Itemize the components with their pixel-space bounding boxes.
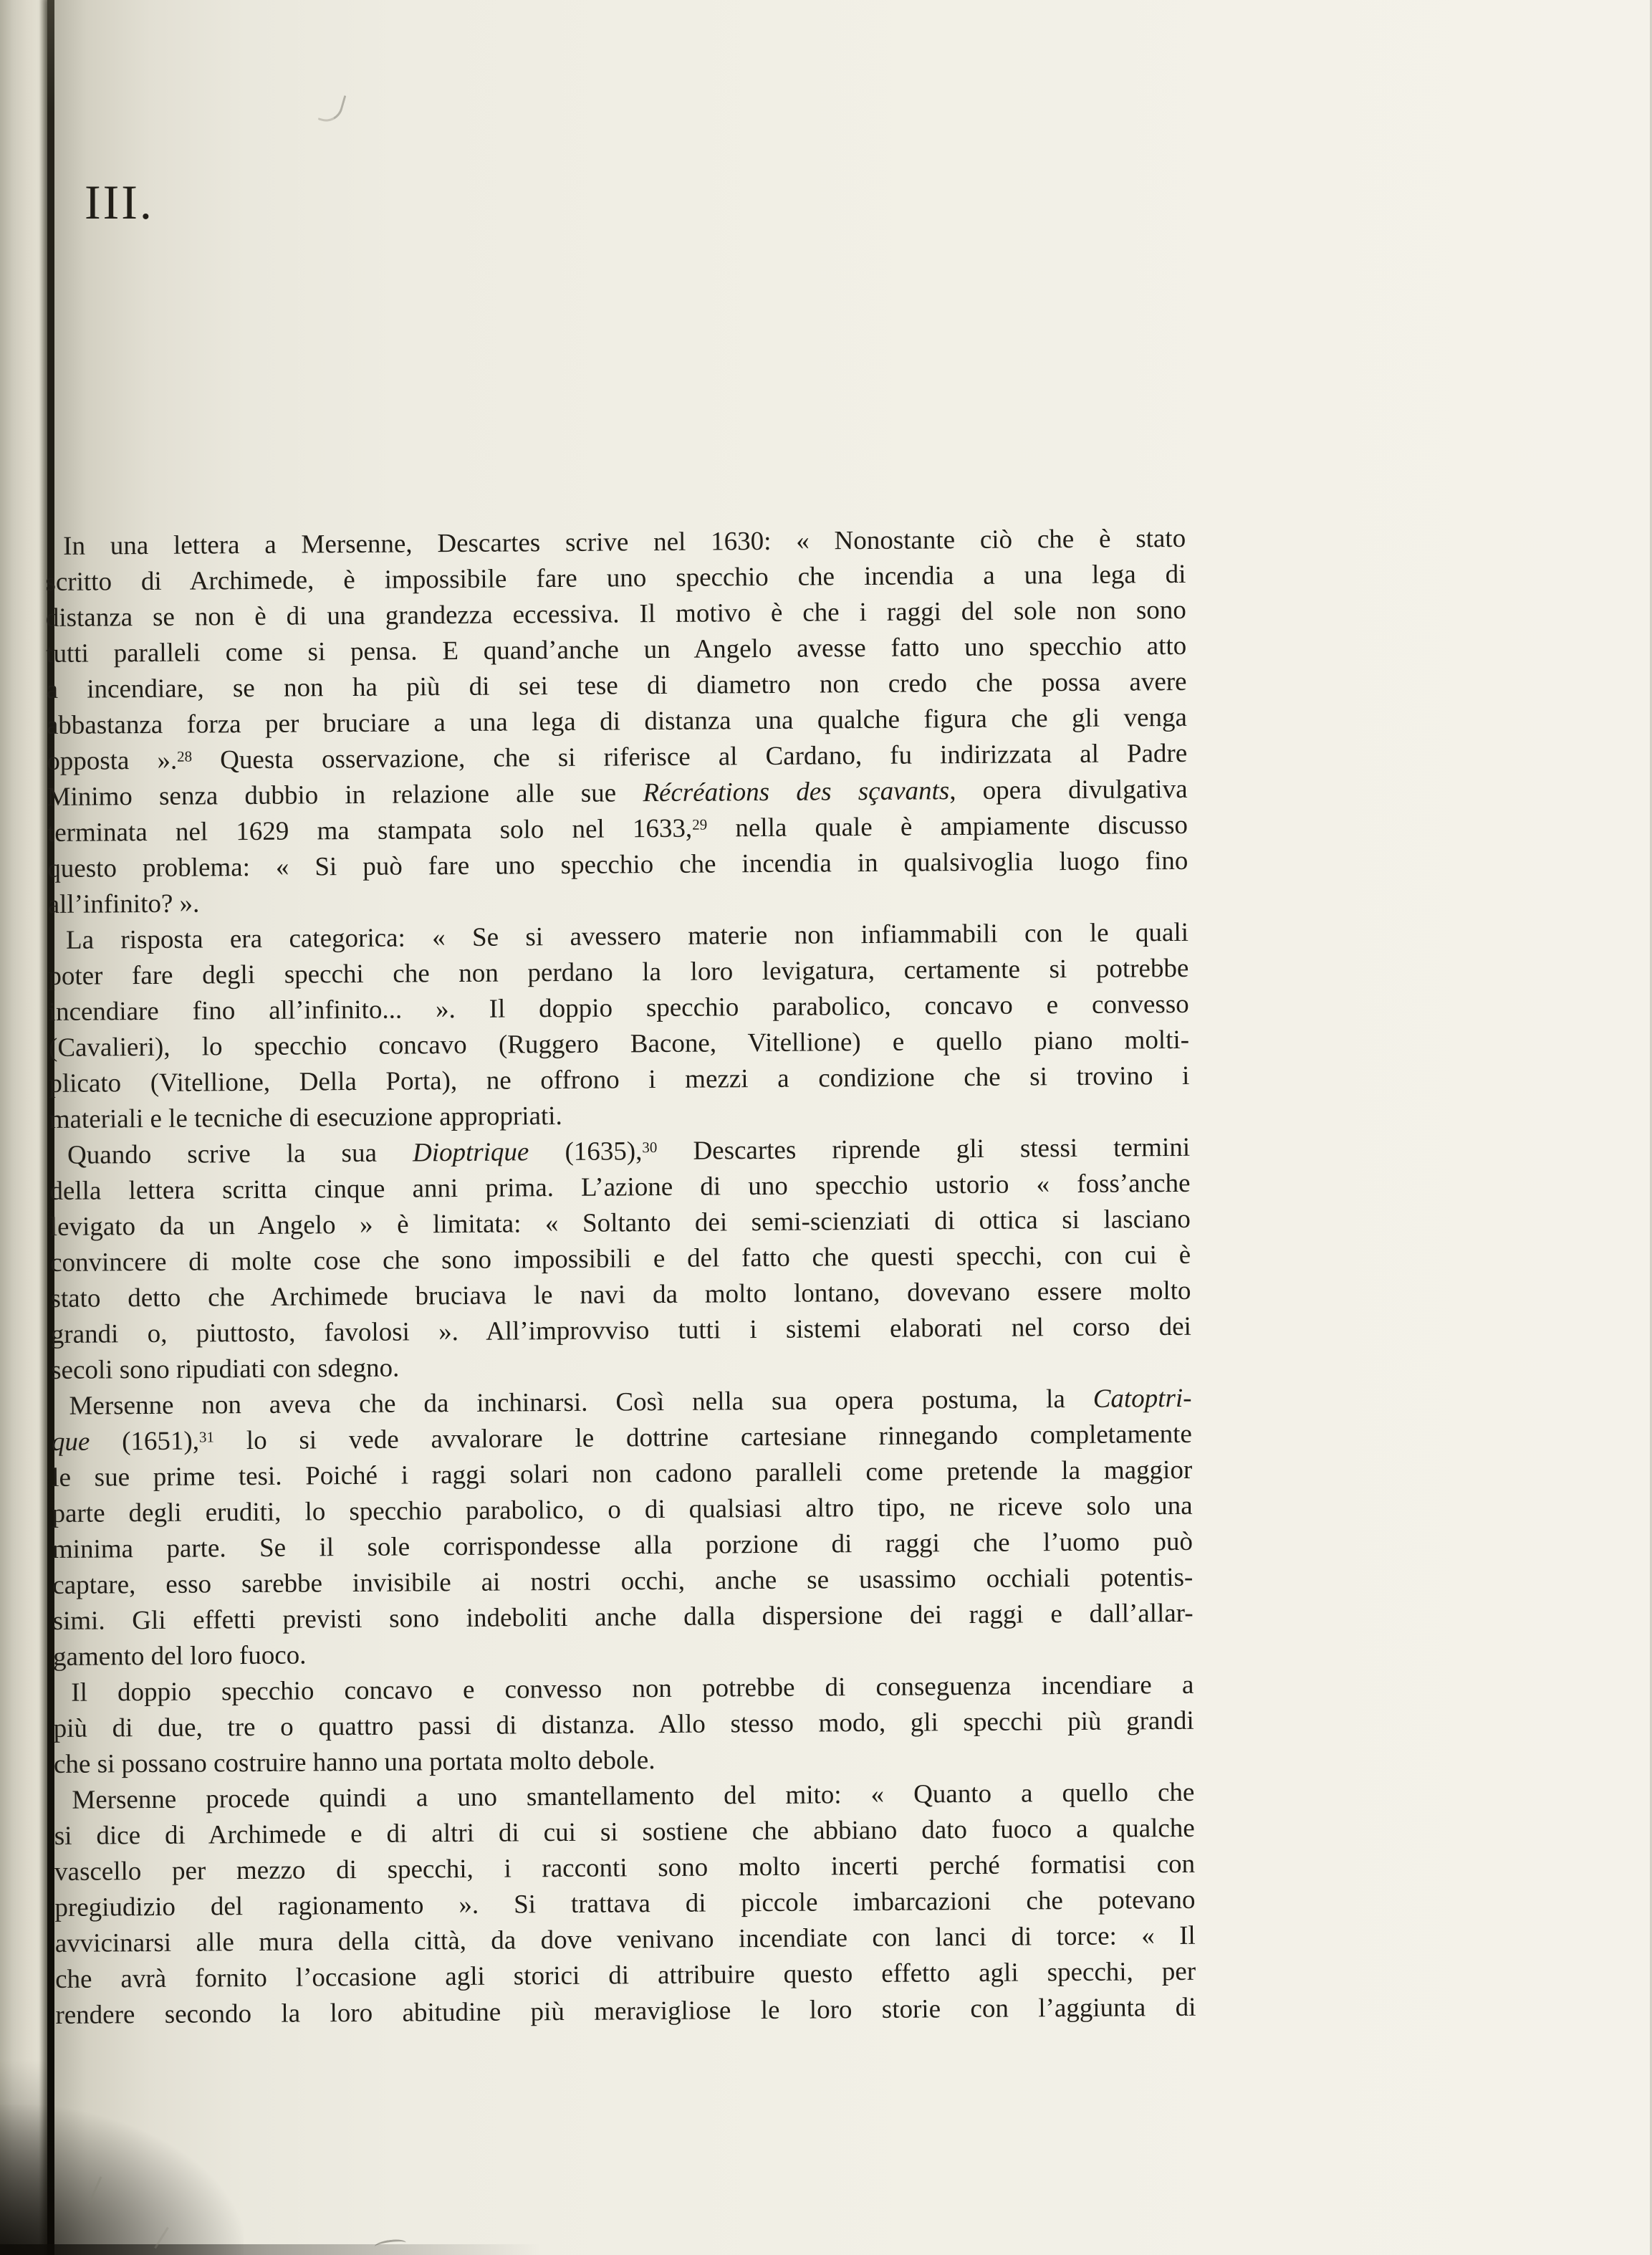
section-heading: III. <box>85 175 154 229</box>
text-line: Quando scrive la sua Dioptrique (1635),$^{30}$ Descartes riprende gli stessi termini <box>67 1132 1191 1170</box>
text-line: stato detto che Archimede bruciava le navi da molto lontano, dovevano essere molto <box>50 1275 1191 1313</box>
footnote-reference: 29 <box>692 815 708 833</box>
footnote-reference: 30 <box>642 1138 658 1156</box>
text-line: parte degli eruditi, lo specchio parabolico, o di qualsiasi altro tipo, ne riceve solo una <box>52 1490 1193 1528</box>
text-line: que (1651),$^{31}$ lo si vede avvalorare le dottrine cartesiane rinnegando completamente <box>51 1419 1192 1457</box>
text-line: opposta ».$^{28}$ Questa osservazione, che si riferisce al Cardano, fu indirizzata al Padre <box>47 738 1188 776</box>
text-line: distanza se non è di una grandezza eccessiva. Il motivo è che i raggi del sole non sono <box>45 595 1186 633</box>
footnote-reference: 28 <box>177 747 193 765</box>
text-line: La risposta era categorica: « Se si avessero materie non infiammabili con le quali <box>65 917 1189 955</box>
footnote-reference: 31 <box>198 1427 215 1446</box>
paragraph <box>49 1130 1191 1389</box>
text-line: secoli sono ripudiati con sdegno. <box>51 1353 400 1385</box>
text-line: pregiudizio del ragionamento ». Si trattava di piccole imbarcazioni che potevano <box>54 1885 1196 1923</box>
text-line: grandi o, piuttosto, favolosi ». All’improvviso tutti i sistemi elaborati nel corso dei <box>50 1311 1191 1349</box>
text-line: che avrà fornito l’occasione agli storici di attribuire questo effetto agli specchi, per <box>54 1956 1196 1994</box>
text-line: (Cavalieri), lo specchio concavo (Ruggero Bacone, Vitellione) e quello piano molti- <box>48 1025 1190 1063</box>
text-line: materiali e le tecniche di esecuzione appropriati. <box>49 1101 562 1134</box>
text-line: simi. Gli effetti previsti sono indeboliti anche dalla dispersione dei raggi e dall’allar- <box>52 1598 1194 1636</box>
text-line: incendiare fino all’infinito... ». Il doppio specchio parabolico, concavo e convesso <box>48 989 1189 1027</box>
page-text <box>45 521 1196 2034</box>
paragraph <box>45 521 1188 923</box>
adjacent-page-edge <box>0 0 47 2255</box>
text-line: avvicinarsi alle mura della città, da dove venivano incendiate con lanci di torce: « Il <box>54 1920 1196 1958</box>
text-line: le sue prime tesi. Poiché i raggi solari non cadono paralleli come pretende la maggior <box>52 1455 1193 1493</box>
text-line: a incendiare, se non ha più di sei tese di diametro non credo che possa avere <box>46 666 1187 704</box>
bottom-left-corner-shadow <box>0 2105 244 2255</box>
text-line: rendere secondo la loro abitudine più meravigliose le loro storie con l’aggiunta di <box>55 1992 1196 2030</box>
text-line: Minimo senza dubbio in relazione alle sue Récréations des sçavants, opera divulgativa <box>47 774 1188 812</box>
paragraph <box>54 1775 1196 2034</box>
text-line: Il doppio specchio concavo e convesso non potrebbe di conseguenza incendiare a <box>71 1670 1194 1708</box>
text-line: convincere di molte cose che sono impossibili e del fatto che questi specchi, con cui è <box>50 1240 1191 1278</box>
text-line: abbastanza forza per bruciare a una lega di distanza una qualche figura che gli venga <box>46 702 1188 740</box>
text-line: minima parte. Se il sole corrispondesse alla porzione di raggi che l’uomo può <box>52 1526 1194 1564</box>
paragraph <box>48 915 1190 1138</box>
text-line: tutti paralleli come si pensa. E quand’anche un Angelo avesse fatto uno specchio atto <box>46 631 1187 669</box>
bottom-edge-shadow <box>0 2244 602 2255</box>
text-line: all’infinito? ». <box>47 889 200 919</box>
text-line: terminata nel 1629 ma stampata solo nel 1633,29 nella quale è ampiamente discusso <box>47 810 1188 848</box>
text-line: vascello per mezzo di specchi, i racconti sono molto incerti perché formatisi con <box>54 1849 1196 1887</box>
paragraph <box>51 1381 1194 1675</box>
text-line: Mersenne non aveva che da inchinarsi. Così nella sua opera postuma, la Catoptri- <box>69 1383 1192 1421</box>
text-line: questo problema: « Si può fare uno specchio che incendia in qualsivoglia luogo fino <box>47 846 1188 884</box>
text-line: Mersenne procede quindi a uno smantellamento del mito: « Quanto a quello che <box>72 1777 1195 1815</box>
text-line: scritto di Archimede, è impossibile fare uno specchio che incendia a una lega di <box>45 559 1186 597</box>
text-line: levigato da un Angelo » è limitata: « Soltanto dei semi-scienziati di ottica si lasciano <box>49 1204 1191 1242</box>
text-line: gamento del loro fuoco. <box>52 1640 307 1672</box>
text-line: si dice di Archimede e di altri di cui si sostiene che abbiano dato fuoco a qualche <box>54 1813 1195 1851</box>
text-line: della lettera scritta cinque anni prima. L’azione di uno specchio ustorio « foss’anche <box>49 1168 1191 1206</box>
text-line: più di due, tre o quattro passi di distanza. Allo stesso modo, gli specchi più grandi <box>53 1705 1194 1743</box>
text-line: che si possano costruire hanno una portata molto debole. <box>53 1746 655 1779</box>
text-line: In una lettera a Mersenne, Descartes scrive nel 1630: « Nonostante ciò che è stato <box>63 523 1186 561</box>
paragraph <box>53 1667 1194 1783</box>
text-line: captare, esso sarebbe invisibile ai nostri occhi, anche se usassimo occhiali potentis- <box>52 1562 1194 1600</box>
text-line: poter fare degli specchi che non perdano la loro levigatura, certamente si potrebbe <box>48 953 1189 991</box>
text-line: plicato (Vitellione, Della Porta), ne offrono i mezzi a condizione che si trovino i <box>49 1061 1190 1098</box>
